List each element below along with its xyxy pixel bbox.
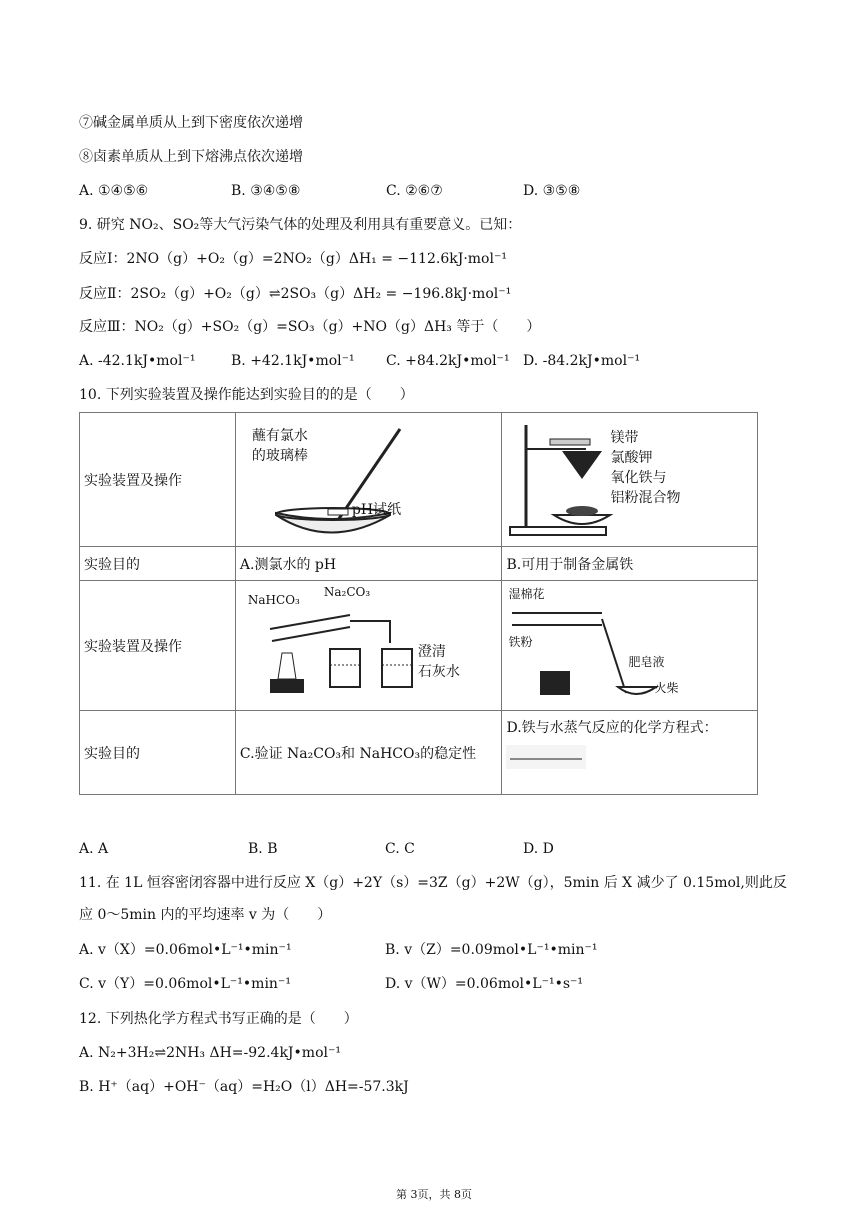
row-label-setup-2: 实验装置及操作: [80, 581, 236, 711]
purpose-d: [502, 711, 758, 795]
label-kclo3: 氯酸钾: [610, 449, 653, 466]
option-d[interactable]: D. ③⑤⑧: [523, 183, 581, 199]
q12-option-a[interactable]: A. N₂+3H₂⇌2NH₃ ΔH=-92.4kJ•mol⁻¹: [79, 1045, 341, 1061]
equation-image: [506, 741, 586, 775]
q9-reaction-1: 反应Ⅰ：2NO（g）+O₂（g）=2NO₂（g）ΔH₁ = −112.6kJ·mol⁻¹: [79, 251, 507, 267]
label-iron-powder: 铁粉: [508, 634, 533, 649]
option-b[interactable]: B. ③④⑤⑧: [231, 183, 301, 199]
q11-stem-2: 应 0～5min 内的平均速率 v 为（ ）: [79, 907, 332, 923]
label-match: 火柴: [654, 680, 679, 695]
label-fe2o3-2: 铝粉混合物: [610, 489, 681, 506]
option-d[interactable]: D. -84.2kJ•mol⁻¹: [523, 353, 641, 369]
purpose-c: C.验证 Na₂CO₃和 NaHCO₃的稳定性: [235, 711, 502, 795]
experiment-table: [79, 412, 758, 795]
option-c[interactable]: C. v（Y）=0.06mol•L⁻¹•min⁻¹: [79, 976, 291, 992]
label-limewater-2: 石灰水: [417, 663, 460, 680]
option-b[interactable]: B. +42.1kJ•mol⁻¹: [231, 353, 355, 369]
purpose-d-text: D.铁与水蒸气反应的化学方程式：: [506, 720, 718, 736]
label-glass-rod-1: 蘸有氯水: [251, 427, 308, 444]
option-b[interactable]: B. B: [248, 841, 278, 857]
label-fe2o3-1: 氧化铁与: [610, 469, 667, 486]
q9-stem: 9. 研究 NO₂、SO₂等大气污染气体的处理及利用具有重要意义。已知：: [79, 217, 522, 233]
option-c[interactable]: C. ②⑥⑦: [386, 183, 443, 199]
q9-reaction-2: 反应Ⅱ：2SO₂（g）+O₂（g）⇌2SO₃（g）ΔH₂ = −196.8kJ·mol⁻¹: [79, 286, 512, 302]
purpose-a: A.测氯水的 pH: [235, 547, 502, 581]
row-label-purpose-2: 实验目的: [80, 711, 236, 795]
page-footer: 第 3页，共 8页: [396, 1188, 472, 1201]
purpose-b: B.可用于制备金属铁: [502, 547, 758, 581]
option-c[interactable]: C. C: [385, 841, 415, 857]
label-glass-rod-2: 的玻璃棒: [251, 447, 308, 464]
option-a[interactable]: A. -42.1kJ•mol⁻¹: [79, 353, 196, 369]
q9-reaction-3: 反应Ⅲ：NO₂（g）+SO₂（g）=SO₃（g）+NO（g）ΔH₃ 等于（ ）: [79, 319, 541, 335]
label-nahco3: NaHCO₃: [247, 592, 300, 607]
option-b[interactable]: B. v（Z）=0.09mol•L⁻¹•min⁻¹: [385, 942, 598, 958]
statement-8: ⑧卤素单质从上到下熔沸点依次递增: [79, 149, 303, 165]
option-d[interactable]: D. v（W）=0.06mol•L⁻¹•s⁻¹: [385, 976, 584, 992]
figure-b-cell: [502, 413, 758, 547]
label-limewater-1: 澄清: [417, 643, 446, 660]
q11-stem-1: 11. 在 1L 恒容密闭容器中进行反应 X（g）+2Y（s）=3Z（g）+2W（g），5min 后 X 减少了 0.15mol,则此反: [79, 875, 787, 891]
statement-7: ⑦碱金属单质从上到下密度依次递增: [79, 115, 303, 131]
option-d[interactable]: D. D: [523, 841, 554, 857]
label-wet-cotton: 湿棉花: [508, 586, 545, 601]
figure-d-cell: [502, 581, 758, 711]
label-na2co3: Na₂CO₃: [323, 584, 371, 599]
option-a[interactable]: A. ①④⑤⑥: [79, 183, 149, 199]
row-label-setup: 实验装置及操作: [80, 413, 236, 547]
label-mg-ribbon: 镁带: [610, 429, 639, 446]
q10-stem: 10. 下列实验装置及操作能达到实验目的的是（ ）: [79, 387, 414, 403]
q12-option-b[interactable]: B. H⁺（aq）+OH⁻（aq）=H₂O（l）ΔH=-57.3kJ: [79, 1079, 409, 1095]
option-a[interactable]: A. v（X）=0.06mol•L⁻¹•min⁻¹: [79, 942, 292, 958]
label-ph-paper: pH试纸: [351, 501, 402, 518]
row-label-purpose: 实验目的: [80, 547, 236, 581]
q12-stem: 12. 下列热化学方程式书写正确的是（ ）: [79, 1011, 358, 1027]
option-c[interactable]: C. +84.2kJ•mol⁻¹: [386, 353, 510, 369]
figure-a-cell: [235, 413, 502, 547]
figure-c-cell: [235, 581, 502, 711]
option-a[interactable]: A. A: [79, 841, 109, 857]
label-soap-solution: 肥皂液: [628, 654, 665, 669]
